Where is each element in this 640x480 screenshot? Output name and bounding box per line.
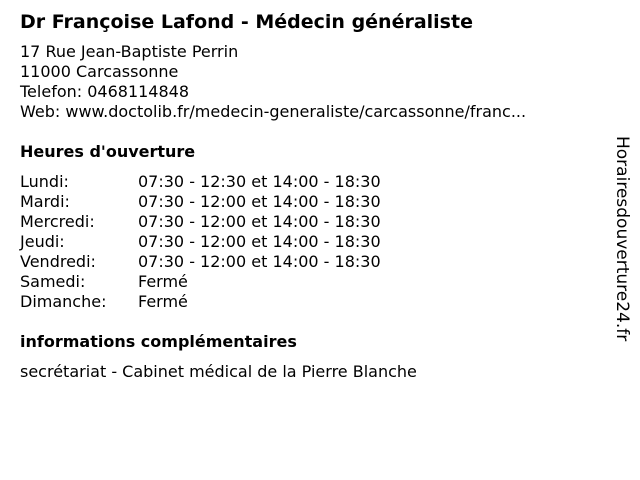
- hours-row-jeudi: [20, 232, 440, 252]
- hours-row-lundi: [20, 172, 440, 192]
- address-block: [20, 42, 600, 122]
- time-range: 07:30 - 12:00 et 14:00 - 18:30: [138, 192, 381, 211]
- time-range: Fermé: [138, 292, 188, 311]
- phone-number[interactable]: Telefon: 0468114848: [20, 82, 190, 101]
- hours-row-dimanche: [20, 292, 440, 312]
- opening-hours-table: [20, 172, 440, 312]
- time-range: 07:30 - 12:00 et 14:00 - 18:30: [138, 212, 381, 231]
- hours-row-mardi: [20, 192, 440, 212]
- time-range: 07:30 - 12:30 et 14:00 - 18:30: [138, 172, 381, 191]
- day-label: Lundi:: [20, 172, 69, 191]
- hours-row-samedi: [20, 272, 440, 292]
- website-link[interactable]: Web: www.doctolib.fr/medecin-generaliste/carcassonne/franc...: [20, 102, 527, 121]
- day-label: Mercredi:: [20, 212, 95, 231]
- address-city: 11000 Carcassonne: [20, 62, 179, 81]
- hours-row-mercredi: [20, 212, 440, 232]
- time-range: Fermé: [138, 272, 188, 291]
- day-label: Mardi:: [20, 192, 70, 211]
- day-label: Samedi:: [20, 272, 86, 291]
- time-range: 07:30 - 12:00 et 14:00 - 18:30: [138, 232, 381, 251]
- day-label: Jeudi:: [20, 232, 65, 251]
- site-watermark: Horairesdouverture24.fr: [612, 136, 632, 342]
- hours-heading: Heures d'ouverture: [20, 142, 196, 161]
- time-range: 07:30 - 12:00 et 14:00 - 18:30: [138, 252, 381, 271]
- address-street: 17 Rue Jean-Baptiste Perrin: [20, 42, 239, 61]
- business-card: [20, 10, 600, 382]
- hours-row-vendredi: [20, 252, 440, 272]
- page-title: Dr Françoise Lafond - Médecin généraliste: [20, 11, 473, 33]
- day-label: Dimanche:: [20, 292, 107, 311]
- info-heading: informations complémentaires: [20, 332, 297, 351]
- info-text: secrétariat - Cabinet médical de la Pierre Blanche: [20, 362, 417, 381]
- day-label: Vendredi:: [20, 252, 96, 271]
